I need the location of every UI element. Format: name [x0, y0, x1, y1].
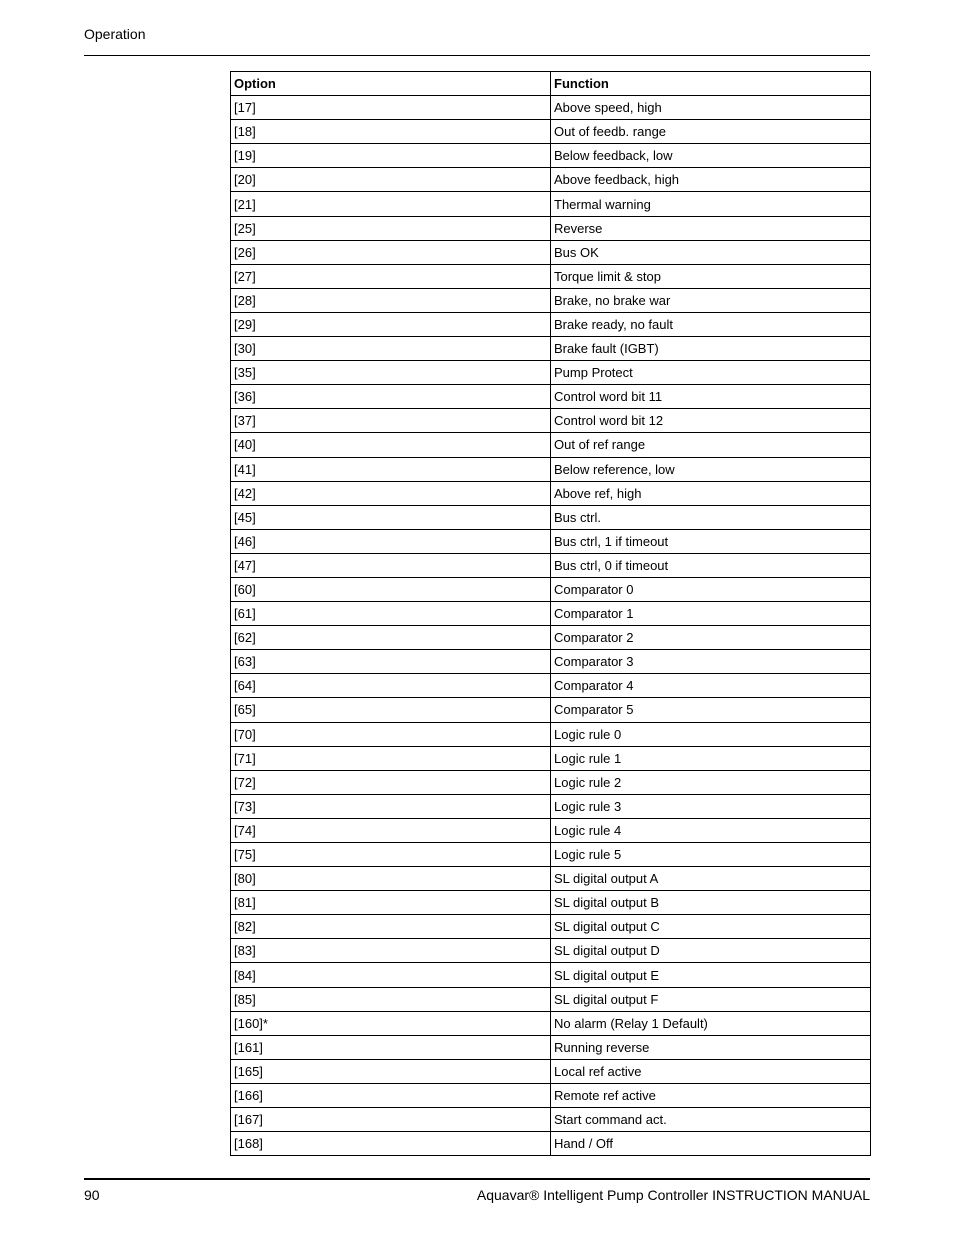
option-cell: [46]	[231, 529, 551, 553]
option-cell: [47]	[231, 553, 551, 577]
function-cell: Bus OK	[551, 240, 871, 264]
option-cell: [168]	[231, 1132, 551, 1156]
table-row	[231, 746, 871, 770]
option-function-table	[230, 71, 871, 1156]
function-cell: Out of ref range	[551, 433, 871, 457]
table-row	[231, 1011, 871, 1035]
function-cell: Hand / Off	[551, 1132, 871, 1156]
function-cell: Torque limit & stop	[551, 264, 871, 288]
table-row	[231, 192, 871, 216]
table-row	[231, 457, 871, 481]
table-row	[231, 987, 871, 1011]
function-cell: Start command act.	[551, 1108, 871, 1132]
header-divider	[84, 55, 870, 56]
function-cell: Below feedback, low	[551, 144, 871, 168]
function-cell: Logic rule 2	[551, 770, 871, 794]
table-row	[231, 120, 871, 144]
option-cell: [72]	[231, 770, 551, 794]
option-cell: [71]	[231, 746, 551, 770]
option-cell: [65]	[231, 698, 551, 722]
option-cell: [81]	[231, 891, 551, 915]
function-cell: Logic rule 5	[551, 843, 871, 867]
table-row	[231, 891, 871, 915]
function-cell: Logic rule 1	[551, 746, 871, 770]
function-cell: Brake, no brake war	[551, 288, 871, 312]
function-cell: Comparator 5	[551, 698, 871, 722]
function-cell: Below reference, low	[551, 457, 871, 481]
function-cell: Control word bit 11	[551, 385, 871, 409]
table-row	[231, 312, 871, 336]
function-cell: Comparator 1	[551, 602, 871, 626]
function-cell: Out of feedb. range	[551, 120, 871, 144]
option-cell: [83]	[231, 939, 551, 963]
function-cell: Logic rule 3	[551, 794, 871, 818]
function-cell: Reverse	[551, 216, 871, 240]
table-row	[231, 529, 871, 553]
table-row	[231, 433, 871, 457]
function-cell: Remote ref active	[551, 1083, 871, 1107]
table-row	[231, 481, 871, 505]
table-row	[231, 144, 871, 168]
table-row	[231, 794, 871, 818]
table-row	[231, 963, 871, 987]
table-row	[231, 939, 871, 963]
option-cell: [74]	[231, 818, 551, 842]
option-cell: [35]	[231, 361, 551, 385]
table-row	[231, 96, 871, 120]
table-row	[231, 216, 871, 240]
function-cell: Bus ctrl.	[551, 505, 871, 529]
function-cell: Above ref, high	[551, 481, 871, 505]
footer-divider	[84, 1178, 870, 1180]
function-cell: Above speed, high	[551, 96, 871, 120]
table-row	[231, 674, 871, 698]
function-cell: SL digital output C	[551, 915, 871, 939]
table-row	[231, 698, 871, 722]
column-header-function: Function	[551, 72, 871, 96]
option-cell: [63]	[231, 650, 551, 674]
function-cell: Local ref active	[551, 1059, 871, 1083]
manual-title: Aquavar® Intelligent Pump Controller INSTRUCTION MANUAL	[476, 1187, 870, 1203]
function-cell: Bus ctrl, 1 if timeout	[551, 529, 871, 553]
table-row	[231, 867, 871, 891]
table-row	[231, 385, 871, 409]
option-cell: [36]	[231, 385, 551, 409]
option-cell: [21]	[231, 192, 551, 216]
option-cell: [70]	[231, 722, 551, 746]
function-cell: Running reverse	[551, 1035, 871, 1059]
option-cell: [26]	[231, 240, 551, 264]
table-row	[231, 240, 871, 264]
option-cell: [30]	[231, 337, 551, 361]
function-cell: No alarm (Relay 1 Default)	[551, 1011, 871, 1035]
function-cell: Above feedback, high	[551, 168, 871, 192]
option-cell: [80]	[231, 867, 551, 891]
table-header-row	[231, 72, 871, 96]
option-cell: [20]	[231, 168, 551, 192]
table-body	[231, 96, 871, 1156]
function-cell: SL digital output F	[551, 987, 871, 1011]
option-cell: [37]	[231, 409, 551, 433]
table-row	[231, 843, 871, 867]
option-cell: [82]	[231, 915, 551, 939]
function-cell: Logic rule 0	[551, 722, 871, 746]
option-cell: [60]	[231, 577, 551, 601]
option-cell: [84]	[231, 963, 551, 987]
option-cell: [161]	[231, 1035, 551, 1059]
table-row	[231, 409, 871, 433]
table-row	[231, 553, 871, 577]
table-row	[231, 1035, 871, 1059]
function-cell: SL digital output A	[551, 867, 871, 891]
table-row	[231, 722, 871, 746]
function-cell: Comparator 4	[551, 674, 871, 698]
table-row	[231, 1083, 871, 1107]
table-row	[231, 818, 871, 842]
option-cell: [167]	[231, 1108, 551, 1132]
running-header-section: Operation	[84, 26, 146, 42]
option-cell: [75]	[231, 843, 551, 867]
function-cell: Comparator 2	[551, 626, 871, 650]
table-row	[231, 650, 871, 674]
function-cell: Bus ctrl, 0 if timeout	[551, 553, 871, 577]
option-cell: [27]	[231, 264, 551, 288]
function-cell: Pump Protect	[551, 361, 871, 385]
table-row	[231, 915, 871, 939]
option-cell: [25]	[231, 216, 551, 240]
option-cell: [61]	[231, 602, 551, 626]
table-row	[231, 505, 871, 529]
function-cell: Comparator 3	[551, 650, 871, 674]
table-row	[231, 1059, 871, 1083]
option-cell: [42]	[231, 481, 551, 505]
option-cell: [64]	[231, 674, 551, 698]
option-cell: [41]	[231, 457, 551, 481]
table-row	[231, 577, 871, 601]
option-cell: [40]	[231, 433, 551, 457]
option-cell: [28]	[231, 288, 551, 312]
function-cell: SL digital output E	[551, 963, 871, 987]
option-cell: [165]	[231, 1059, 551, 1083]
function-cell: SL digital output B	[551, 891, 871, 915]
page-number: 90	[84, 1187, 100, 1203]
option-cell: [29]	[231, 312, 551, 336]
function-cell: Brake fault (IGBT)	[551, 337, 871, 361]
table-row	[231, 1108, 871, 1132]
table-row	[231, 361, 871, 385]
option-cell: [18]	[231, 120, 551, 144]
column-header-option: Option	[231, 72, 551, 96]
function-cell: Comparator 0	[551, 577, 871, 601]
table-row	[231, 1132, 871, 1156]
option-cell: [62]	[231, 626, 551, 650]
option-cell: [85]	[231, 987, 551, 1011]
function-cell: Thermal warning	[551, 192, 871, 216]
option-cell: [17]	[231, 96, 551, 120]
table-row	[231, 337, 871, 361]
function-cell: Brake ready, no fault	[551, 312, 871, 336]
option-cell: [45]	[231, 505, 551, 529]
table-row	[231, 168, 871, 192]
table-row	[231, 626, 871, 650]
option-cell: [160]*	[231, 1011, 551, 1035]
table-row	[231, 770, 871, 794]
table-row	[231, 264, 871, 288]
function-cell: Control word bit 12	[551, 409, 871, 433]
table-row	[231, 288, 871, 312]
option-cell: [19]	[231, 144, 551, 168]
function-cell: Logic rule 4	[551, 818, 871, 842]
option-cell: [166]	[231, 1083, 551, 1107]
table-row	[231, 602, 871, 626]
function-cell: SL digital output D	[551, 939, 871, 963]
option-cell: [73]	[231, 794, 551, 818]
